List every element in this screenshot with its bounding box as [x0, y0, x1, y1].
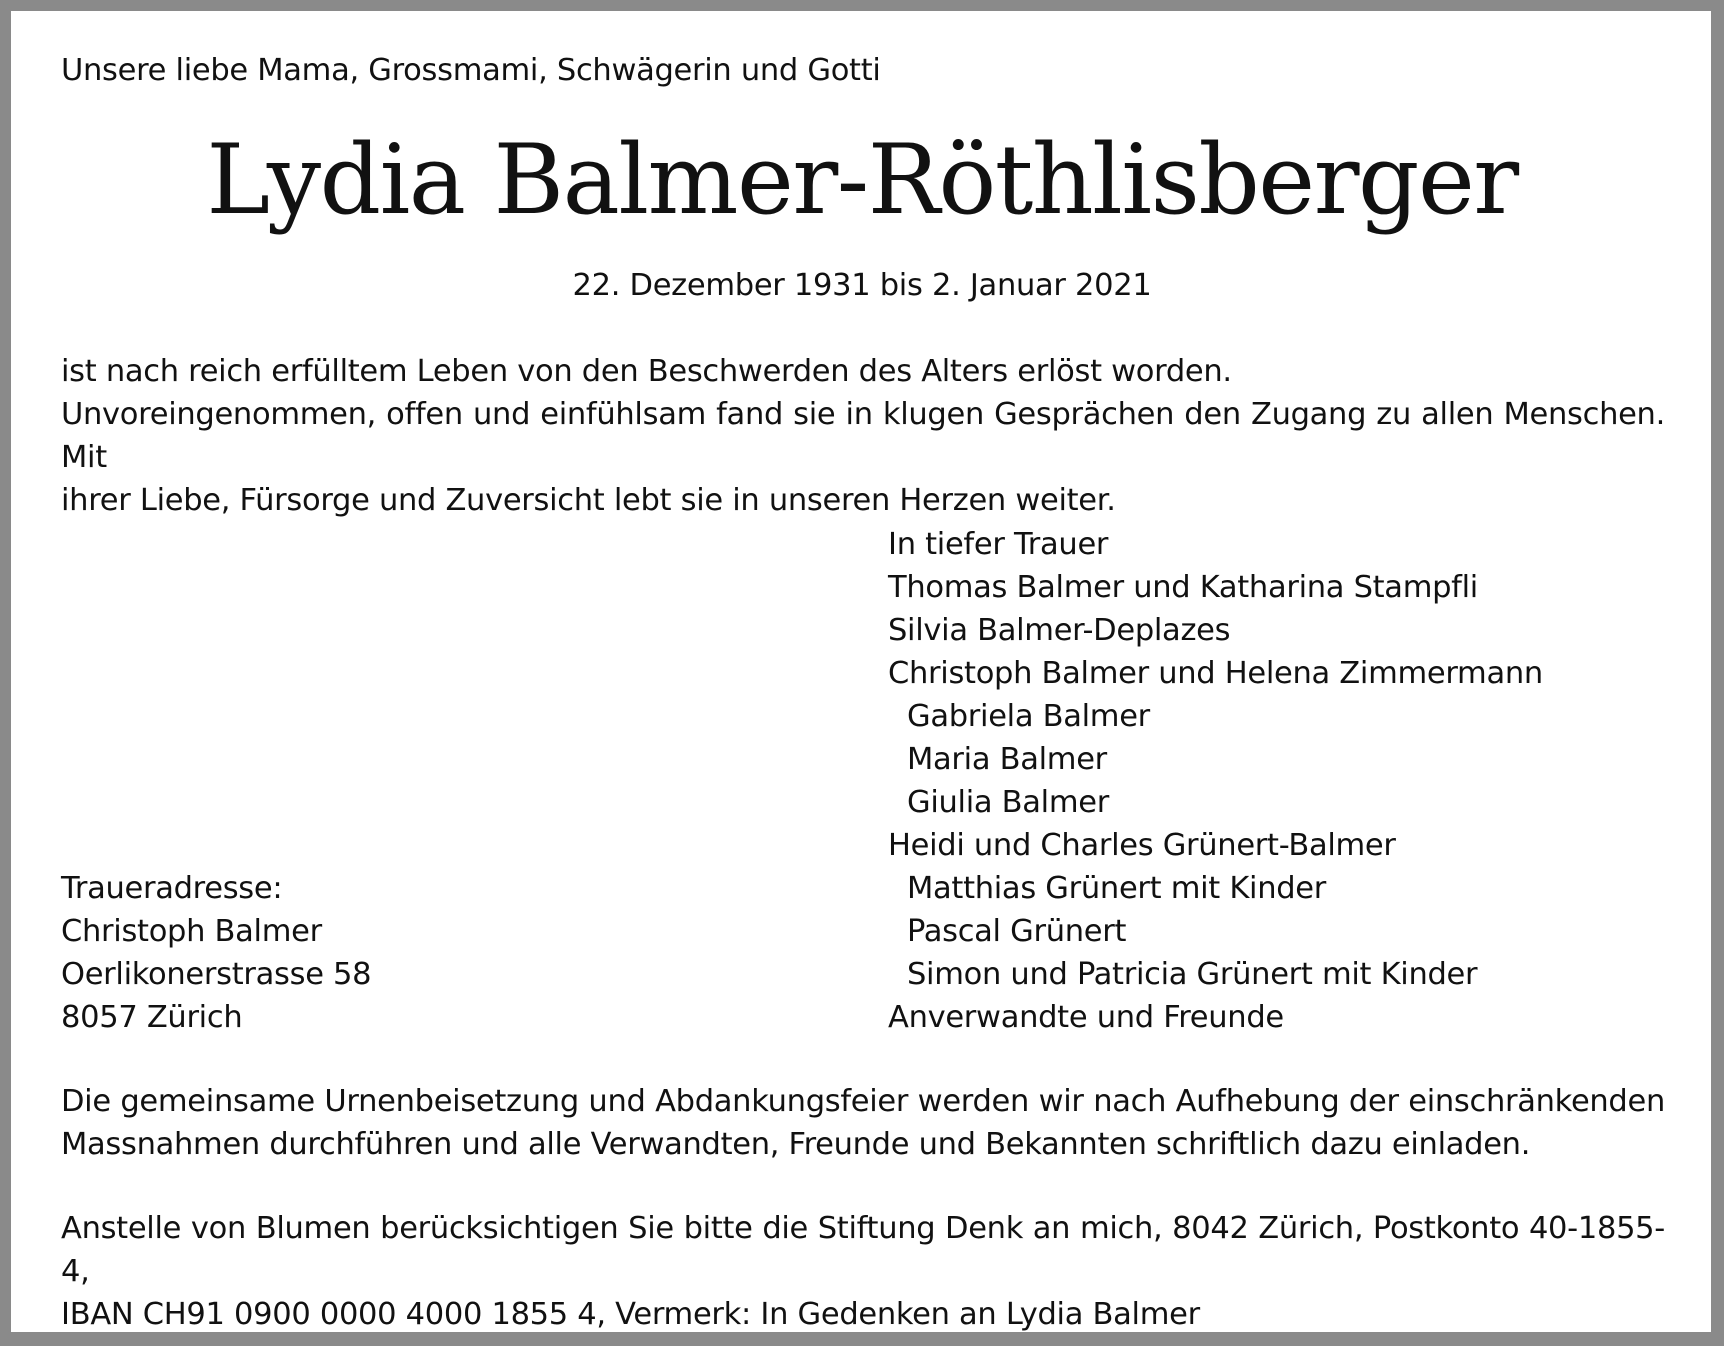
mourner-entry: Thomas Balmer und Katharina Stampfli [888, 570, 1478, 605]
tribute-paragraph [61, 350, 1665, 522]
ceremony-line: Massnahmen durchführen und alle Verwandten, Freunde und Bekannten schriftlich dazu einladen. [61, 1127, 1531, 1162]
mourner-entry: Anverwandte und Freunde [888, 1000, 1284, 1035]
address-name: Christoph Balmer [61, 914, 322, 949]
mourning-address [61, 867, 371, 1039]
address-label: Traueradresse: [61, 871, 283, 906]
mourner-entry: Giulia Balmer [907, 785, 1109, 820]
mourner-entry: Christoph Balmer und Helena Zimmermann [888, 656, 1543, 691]
tribute-line: ist nach reich erfülltem Leben von den Beschwerden des Alters erlöst worden. [61, 354, 1232, 389]
donation-line: Anstelle von Blumen berücksichtigen Sie bitte die Stiftung Denk an mich, 8042 Zürich, Postkonto 40-1855-4, [61, 1211, 1665, 1289]
mourner-entry: Simon und Patricia Grünert mit Kinder [907, 957, 1478, 992]
life-dates: 22. Dezember 1931 bis 2. Januar 2021 [572, 268, 1152, 303]
mourner-entry: Gabriela Balmer [907, 699, 1150, 734]
intro-line: Unsere liebe Mama, Grossmami, Schwägerin und Gotti [61, 53, 881, 88]
donation-paragraph [61, 1207, 1665, 1336]
mourner-entry: Pascal Grünert [907, 914, 1127, 949]
ceremony-paragraph [61, 1080, 1665, 1166]
mourner-entry: Silvia Balmer-Deplazes [888, 613, 1231, 648]
address-street: Oerlikonerstrasse 58 [61, 957, 372, 992]
donation-line: IBAN CH91 0900 0000 4000 1855 4, Vermerk: In Gedenken an Lydia Balmer [61, 1297, 1200, 1332]
mourner-entry: Heidi und Charles Grünert-Balmer [888, 828, 1396, 863]
mourner-entry: Matthias Grünert mit Kinder [907, 871, 1327, 906]
address-city: 8057 Zürich [61, 1000, 243, 1035]
deceased-name: Lydia Balmer-Röthlisberger [206, 124, 1518, 236]
mourners-list [888, 523, 1543, 1039]
mourners-heading: In tiefer Trauer [888, 527, 1109, 562]
ceremony-line: Die gemeinsame Urnenbeisetzung und Abdankungsfeier werden wir nach Aufhebung der einschränkenden [61, 1084, 1665, 1119]
tribute-line: Unvoreingenommen, offen und einfühlsam fand sie in klugen Gesprächen den Zugang zu allen Menschen. Mit [61, 397, 1665, 475]
mourner-entry: Maria Balmer [907, 742, 1107, 777]
tribute-line: ihrer Liebe, Fürsorge und Zuversicht lebt sie in unseren Herzen weiter. [61, 483, 1116, 518]
